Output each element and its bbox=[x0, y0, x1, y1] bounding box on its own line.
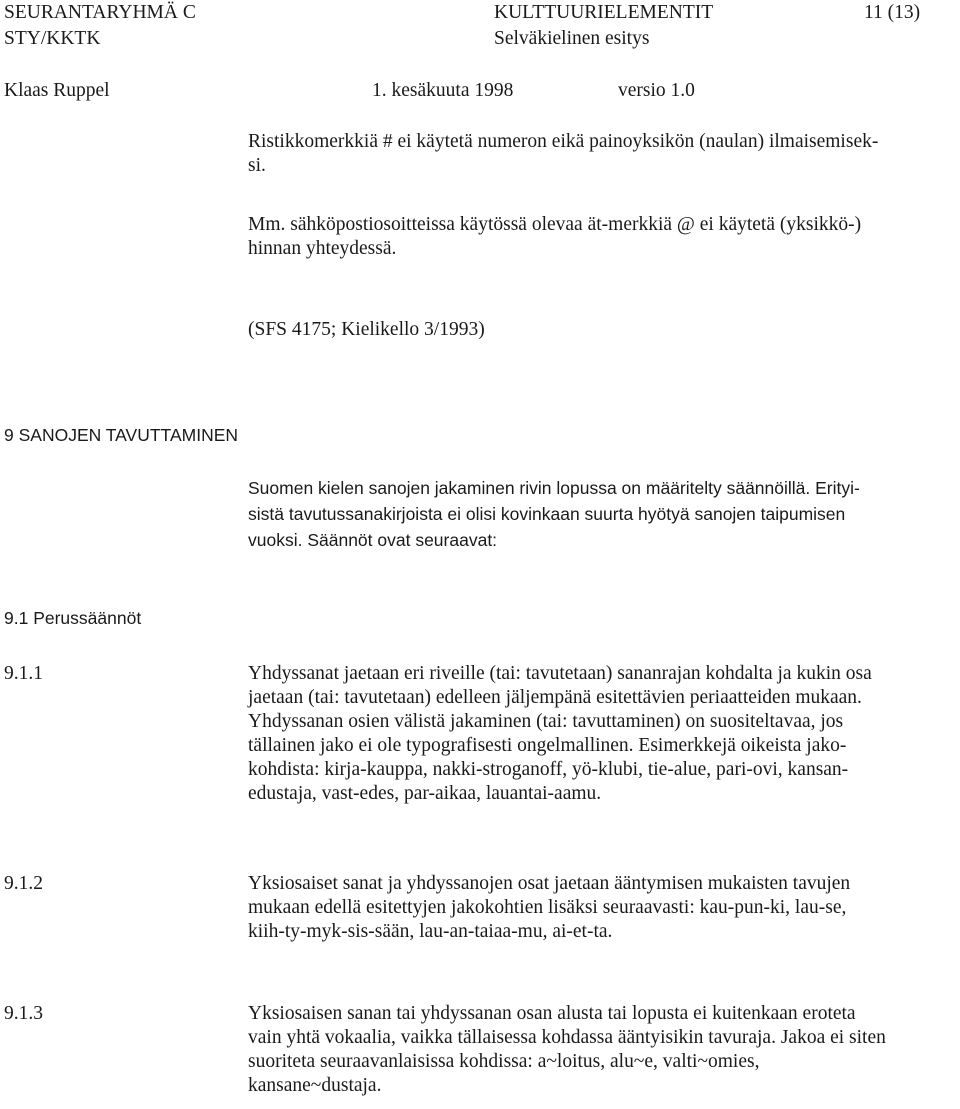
text-line: kiih-ty-myk-sis-sään, lau-an-taiaa-mu, ai-et-ta. bbox=[248, 921, 613, 942]
text-line: Ristikkomerkkiä # ei käytetä numeron eikä painoyksikön (naulan) ilmaisemisek- bbox=[248, 131, 879, 152]
header-page-number: 11 (13) bbox=[864, 2, 921, 23]
text-line: Yksiosaiset sanat ja yhdyssanojen osat jaetaan ääntymisen mukaisten tavujen bbox=[248, 873, 851, 894]
section-intro-paragraph bbox=[248, 475, 860, 553]
intro-paragraph-at-sign bbox=[248, 213, 861, 261]
text-line: Yksiosaisen sanan tai yhdyssanan osan alusta tai lopusta ei kuitenkaan eroteta bbox=[248, 1003, 856, 1024]
text-line: mukaan edellä esitettyjen jakokohtien lisäksi seuraavasti: kau-pun-ki, lau-se, bbox=[248, 897, 847, 918]
text-line: si. bbox=[248, 155, 266, 176]
rule-number: 9.1.2 bbox=[4, 873, 43, 894]
text-line: Yhdyssanat jaetaan eri riveille (tai: tavutetaan) sananrajan kohdalta ja kukin osa bbox=[248, 663, 872, 684]
rule-number: 9.1.3 bbox=[4, 1003, 43, 1024]
text-line: tällainen jako ei ole typografisesti ongelmallinen. Esimerkkejä oikeista jako- bbox=[248, 735, 847, 756]
section-heading: 9 SANOJEN TAVUTTAMINEN bbox=[4, 425, 239, 445]
header-unit: STY/KKTK bbox=[4, 28, 101, 49]
reference-citation: (SFS 4175; Kielikello 3/1993) bbox=[248, 319, 485, 340]
rule-text bbox=[248, 872, 850, 944]
text-line: Suomen kielen sanojen jakaminen rivin lopussa on määritelty säännöillä. Erityi- bbox=[248, 478, 860, 498]
header-author: Klaas Ruppel bbox=[4, 80, 110, 101]
header-organization: SEURANTARYHMÄ C bbox=[4, 2, 196, 23]
text-line: sistä tavutussanakirjoista ei olisi kovinkaan suurta hyötyä sanojen taipumisen bbox=[248, 504, 846, 524]
text-line: vain yhtä vokaalia, vaikka tällaisessa kohdassa ääntyisikin tavuraja. Jakoa ei siten bbox=[248, 1027, 886, 1048]
text-line: hinnan yhteydessä. bbox=[248, 238, 397, 259]
header-document-title: KULTTUURIELEMENTIT bbox=[494, 2, 714, 23]
text-line: kohdista: kirja-kauppa, nakki-stroganoff, yö-klubi, tie-alue, pari-ovi, kansan- bbox=[248, 759, 849, 780]
rule-number: 9.1.1 bbox=[4, 663, 43, 684]
header-document-subtitle: Selväkielinen esitys bbox=[494, 28, 650, 49]
text-line: Yhdyssanan osien välistä jakaminen (tai: tavuttaminen) on suositeltavaa, jos bbox=[248, 711, 844, 732]
rule-text bbox=[248, 662, 872, 806]
text-line: jaetaan (tai: tavutetaan) edelleen jäljempänä esitettävien periaatteiden mukaan. bbox=[248, 687, 862, 708]
intro-paragraph-hash bbox=[248, 130, 878, 178]
header-date: 1. kesäkuuta 1998 bbox=[372, 80, 514, 101]
header-version: versio 1.0 bbox=[618, 80, 695, 101]
text-line: kansane~dustaja. bbox=[248, 1075, 382, 1096]
rule-text bbox=[248, 1002, 886, 1098]
text-line: suoriteta seuraavanlaisissa kohdissa: a~loitus, alu~e, valti~omies, bbox=[248, 1051, 760, 1072]
subsection-heading: 9.1 Perussäännöt bbox=[4, 608, 142, 628]
text-line: Mm. sähköpostiosoitteissa käytössä olevaa ät-merkkiä @ ei käytetä (yksikkö-) bbox=[248, 214, 862, 235]
text-line: vuoksi. Säännöt ovat seuraavat: bbox=[248, 530, 498, 550]
text-line: edustaja, vast-edes, par-aikaa, lauantai-aamu. bbox=[248, 783, 602, 804]
